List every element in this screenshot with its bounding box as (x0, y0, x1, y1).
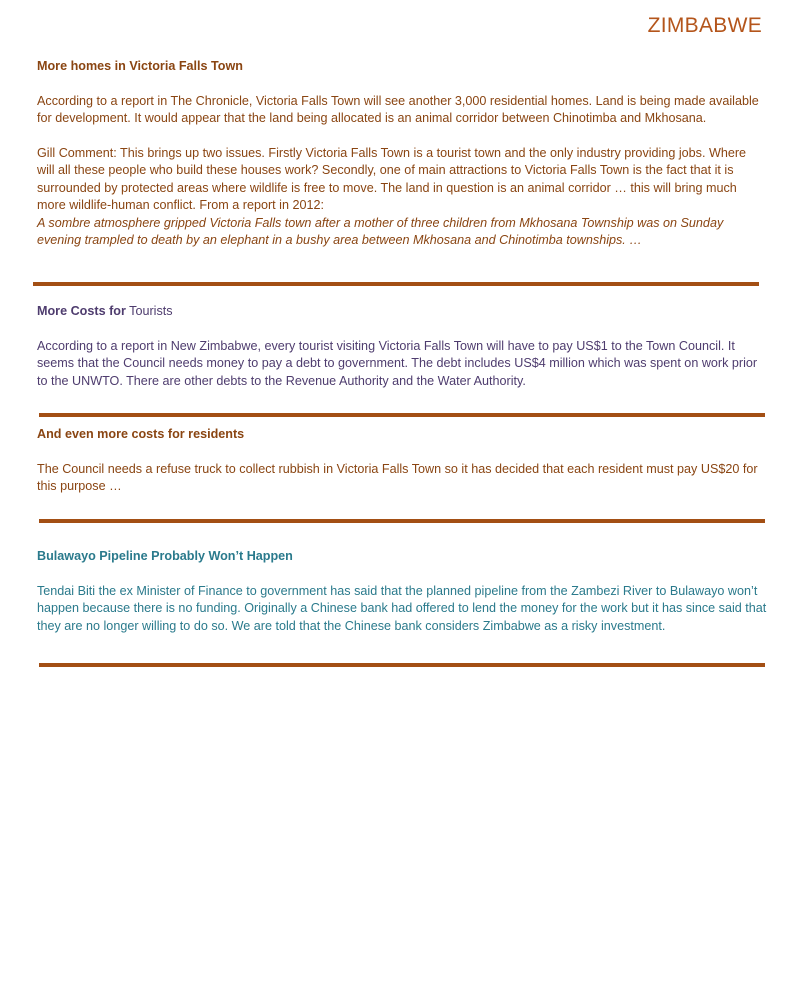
page-header-country: ZIMBABWE (647, 14, 762, 37)
article-title-bold: More Costs for (37, 304, 126, 318)
article-title: More homes in Victoria Falls Town (37, 59, 243, 73)
article-paragraph: The Council needs a refuse truck to collect rubbish in Victoria Falls Town so it has decided that each resident must pay US$20 for this purpose … (37, 461, 758, 493)
article-paragraph: According to a report in The Chronicle, Victoria Falls Town will see another 3,000 residential homes. Land is being made available for development. It would appear that the land being allocated is an animal corridor between Chinotimba and Mkhosana. (37, 93, 759, 125)
section-divider (39, 519, 765, 523)
article-victoria-falls-homes (37, 58, 767, 250)
section-divider (39, 413, 765, 417)
article-paragraph-comment: Gill Comment: This brings up two issues. Firstly Victoria Falls Town is a tourist town and the only industry providing jobs. Where will all these people who build these houses work? Secondly, one of main attractions to Victoria Falls Town is the fact that it is surrounded by protected areas where wildlife is free to move. The land in question is an animal corridor … this will bring much more wildlife-human conflict. From a report in 2012: (37, 145, 747, 212)
article-title: Bulawayo Pipeline Probably Won’t Happen (37, 549, 293, 563)
article-bulawayo-pipeline (37, 548, 767, 635)
article-resident-costs (37, 426, 767, 496)
section-divider (33, 282, 759, 286)
section-divider (39, 663, 765, 667)
article-paragraph: Tendai Biti the ex Minister of Finance to government has said that the planned pipeline from the Zambezi River to Bulawayo won’t happen because there is no funding. Originally a Chinese bank had offered to lend the money for the work but it has since said that they are no longer willing to do so. We are told that the Chinese bank considers Zimbabwe as a risky investment. (37, 583, 767, 633)
article-title (37, 303, 767, 321)
article-title: And even more costs for residents (37, 427, 245, 441)
article-paragraph: According to a report in New Zimbabwe, every tourist visiting Victoria Falls Town will have to pay US$1 to the Town Council. It seems that the Council needs money to pay a debt to government. The debt includes US$4 million which was spent on work prior to the UNWTO. There are other debts to the Revenue Authority and the Water Authority. (37, 338, 758, 388)
article-quote: A sombre atmosphere gripped Victoria Falls town after a mother of three children from Mkhosana Township was on Sunday evening trampled to death by an elephant in a bushy area between Mkhosana and Chinotimba townships. … (37, 215, 724, 247)
article-tourist-costs (37, 303, 767, 390)
article-title-light: Tourists (125, 304, 173, 318)
